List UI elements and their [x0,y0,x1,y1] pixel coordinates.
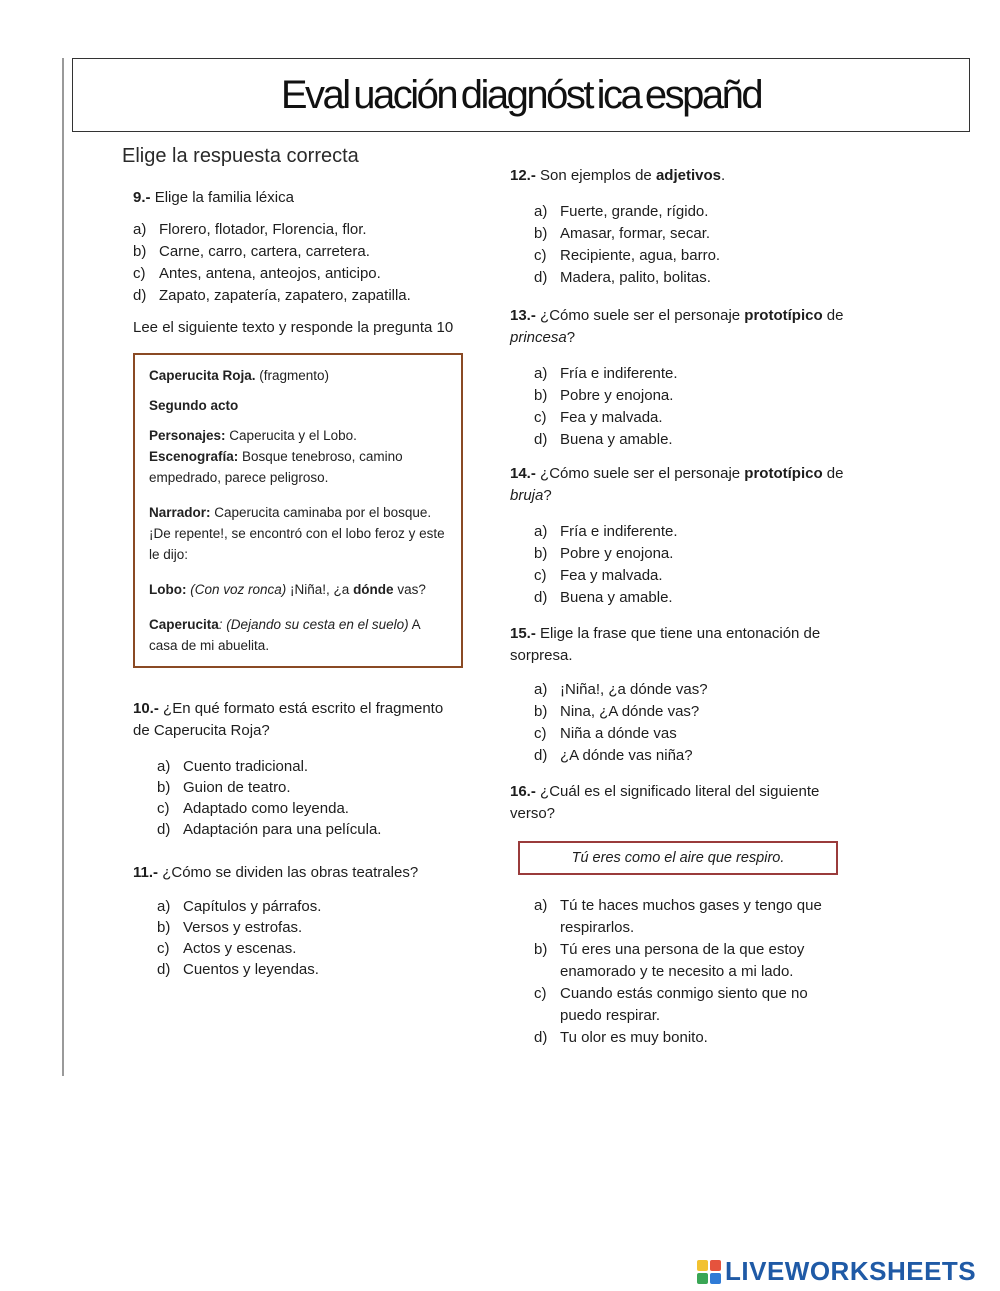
option-13c[interactable]: c) Fea y malvada. [534,409,663,426]
verse-box: Tú eres como el aire que respiro. [518,841,838,875]
title-box [72,58,970,132]
question-14-prompt: 14.- ¿Cómo suele ser el personaje prototípico de bruja? [510,465,844,504]
logo-squares-icon [697,1260,721,1284]
option-11d[interactable]: d) Cuentos y leyendas. [157,961,319,978]
option-14a[interactable]: a) Fría e indiferente. [534,523,678,540]
option-16b[interactable]: b) Tú eres una persona de la que estoy enamorado y te necesito a mi lado. [534,941,805,980]
question-15-prompt: 15.- Elige la frase que tiene una entonación de sorpresa. [510,625,821,664]
question-13-options [534,363,850,451]
reading-text-box [133,353,463,668]
instruction-text: Elige la respuesta correcta [122,145,359,167]
text-scenery: Escenografía: Bosque tenebroso, camino empedrado, parece peligroso. [149,449,403,485]
question-16 [510,781,850,1049]
question-14 [510,463,850,609]
question-10-prompt: 10.- ¿En qué formato está escrito el fragmento de Caperucita Roja? [133,700,444,739]
option-11c[interactable]: c) Actos y escenas. [157,940,297,957]
option-15b[interactable]: b) Nina, ¿A dónde vas? [534,703,700,720]
option-10a[interactable]: a) Cuento tradicional. [157,758,309,775]
option-13b[interactable]: b) Pobre y enojona. [534,387,674,404]
text-title: Caperucita Roja. (fragmento) [149,368,330,383]
option-14d[interactable]: d) Buena y amable. [534,589,673,606]
question-15 [510,623,850,767]
left-column [133,187,463,980]
text-wolf: Lobo: (Con voz ronca) ¡Niña!, ¿a dónde vas? [149,582,426,597]
logo-square-red [710,1260,721,1271]
question-13-prompt: 13.- ¿Cómo suele ser el personaje prototípico de princesa? [510,307,844,346]
text-caperucita: Caperucita: (Dejando su cesta en el suelo) A casa de mi abuelita. [149,617,420,653]
option-9c[interactable]: c) Antes, antena, anteojos, anticipo. [133,265,381,282]
option-13d[interactable]: d) Buena y amable. [534,431,673,448]
option-12b[interactable]: b) Amasar, formar, secar. [534,225,711,242]
logo-square-yellow [697,1260,708,1271]
option-12d[interactable]: d) Madera, palito, bolitas. [534,269,711,286]
logo-square-blue [710,1273,721,1284]
option-14c[interactable]: c) Fea y malvada. [534,567,663,584]
page-left-edge [62,58,64,1076]
question-14-options [534,521,850,609]
option-10b[interactable]: b) Guion de teatro. [157,779,291,796]
text-act: Segundo acto [149,398,239,413]
option-15d[interactable]: d) ¿A dónde vas niña? [534,747,693,764]
question-9-prompt: 9.- Elige la familia léxica [133,189,294,206]
reading-intro: Lee el siguiente texto y responde la pregunta 10 [133,319,454,336]
question-11 [133,862,463,980]
question-12 [510,165,850,289]
option-16a[interactable]: a) Tú te haces muchos gases y tengo que respirarlos. [534,897,822,936]
page-title: Eval uación diagnóst ica españd [280,72,762,117]
option-16d[interactable]: d) Tu olor es muy bonito. [534,1029,708,1046]
question-9 [133,187,463,307]
question-12-prompt: 12.- Son ejemplos de adjetivos. [510,167,726,184]
logo-square-green [697,1273,708,1284]
question-9-options [133,219,463,307]
option-11b[interactable]: b) Versos y estrofas. [157,919,303,936]
option-15c[interactable]: c) Niña a dónde vas [534,725,677,742]
text-characters: Personajes: Caperucita y el Lobo. [149,428,357,443]
question-11-options [157,896,463,980]
question-16-prompt: 16.- ¿Cuál es el significado literal del siguiente verso? [510,783,820,822]
option-14b[interactable]: b) Pobre y enojona. [534,545,674,562]
question-13 [510,305,850,451]
option-10d[interactable]: d) Adaptación para una película. [157,821,382,838]
option-10c[interactable]: c) Adaptado como leyenda. [157,800,349,817]
question-15-options [534,679,850,767]
logo-text: LIVEWORKSHEETS [725,1256,977,1286]
option-12a[interactable]: a) Fuerte, grande, rígido. [534,203,709,220]
right-column [510,165,850,1049]
option-9d[interactable]: d) Zapato, zapatería, zapatero, zapatilla. [133,287,411,304]
option-15a[interactable]: a) ¡Niña!, ¿a dónde vas? [534,681,708,698]
option-12c[interactable]: c) Recipiente, agua, barro. [534,247,721,264]
option-16c[interactable]: c) Cuando estás conmigo siento que no puedo respirar. [534,985,808,1024]
option-11a[interactable]: a) Capítulos y párrafos. [157,898,322,915]
liveworksheets-logo[interactable] [697,1256,976,1287]
question-10-options [157,756,463,840]
question-12-options [534,201,850,289]
option-9a[interactable]: a) Florero, flotador, Florencia, flor. [133,221,367,238]
question-11-prompt: 11.- ¿Cómo se dividen las obras teatrales? [133,864,419,881]
text-narrator: Narrador: Caperucita caminaba por el bosque. ¡De repente!, se encontró con el lobo feroz y este le dijo: [149,505,445,562]
option-9b[interactable]: b) Carne, carro, cartera, carretera. [133,243,370,260]
question-16-options [534,895,834,1049]
question-10 [133,698,463,840]
option-13a[interactable]: a) Fría e indiferente. [534,365,678,382]
